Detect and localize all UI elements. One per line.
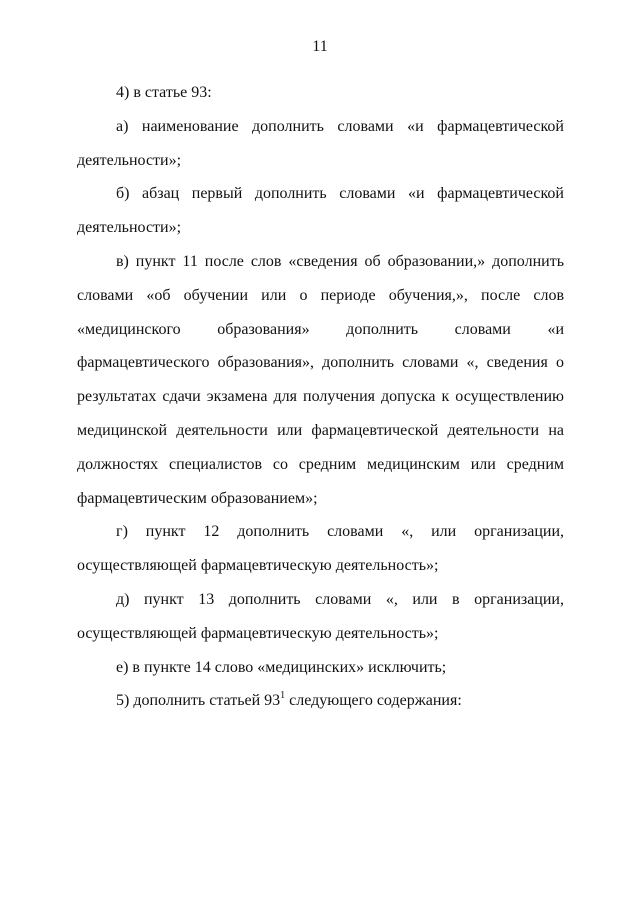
page-number: 11 xyxy=(312,38,328,55)
paragraph-subitem-d: д) пункт 13 дополнить словами «, или в организации, осуществляющей фармацевтическую деятельность»; xyxy=(77,590,564,642)
article-superscript: 1 xyxy=(280,690,286,702)
paragraph-subitem-a: а) наименование дополнить словами «и фармацевтической деятельности»; xyxy=(77,117,564,169)
paragraph-item-5 xyxy=(77,684,564,718)
paragraph-subitem-g: г) пункт 12 дополнить словами «, или организации, осуществляющей фармацевтическую деятельность»; xyxy=(77,523,564,575)
item-5-text-start: 5) дополнить статьей 93 xyxy=(116,692,281,710)
paragraph-article-93: 4) в статье 93: xyxy=(116,84,212,101)
document-body xyxy=(77,76,564,718)
paragraph-subitem-e: е) в пункте 14 слово «медицинских» исключить; xyxy=(116,658,447,676)
paragraph-subitem-b: б) абзац первый дополнить словами «и фармацевтической деятельности»; xyxy=(77,185,564,237)
item-5-text-end: следующего содержания: xyxy=(285,692,462,710)
paragraph-subitem-v: в) пункт 11 после слов «сведения об образовании,» дополнить словами «об обучении или о периоде обучения,», после слов «медицинского образования» дополнить словами «и фармацевтического образования», дополнить словами «, сведения о результатах сдачи экзамена для получения допуска к осуществлению медицинской деятельности или фармацевтической деятельности на должностях специалистов со средним медицинским или средним фармацевтическим образованием»; xyxy=(77,252,564,507)
